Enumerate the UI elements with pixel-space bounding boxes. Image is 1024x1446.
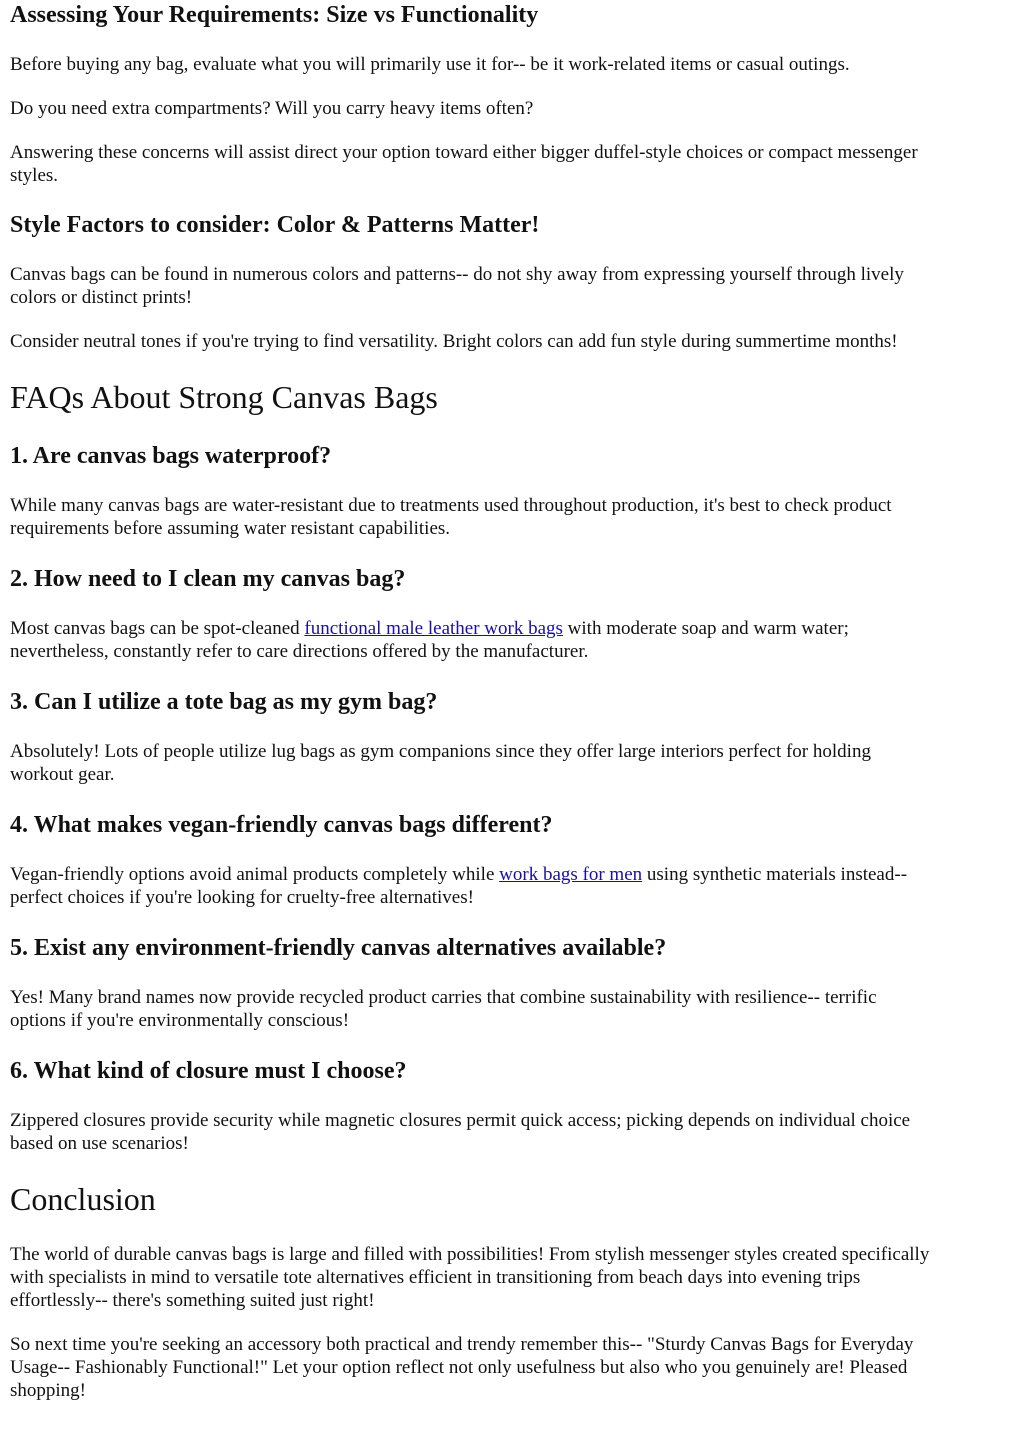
faq-question-6: 6. What kind of closure must I choose? [10, 1058, 407, 1084]
faq-question-2: 2. How need to I clean my canvas bag? [10, 566, 406, 592]
conclusion-heading: Conclusion [10, 1181, 156, 1217]
faq-answer-5-line: options if you're environmentally conscious! [10, 1010, 350, 1031]
faq-answer-4-line [10, 863, 907, 886]
paragraph: Do you need extra compartments? Will you carry heavy items often? [10, 98, 534, 119]
text-segment: Vegan-friendly options avoid animal products completely while [10, 864, 500, 885]
faq-answer-1-line: requirements before assuming water resistant capabilities. [10, 518, 451, 539]
faq-answer-6-line: Zippered closures provide security while magnetic closures permit quick access; picking depends on individual choice [10, 1110, 911, 1131]
conclusion-paragraph-line: Usage-- Fashionably Functional!" Let your option reflect not only usefulness but also who you genuinely are! Pleased [10, 1357, 908, 1378]
faq-answer-1-line: While many canvas bags are water-resistant due to treatments used throughout production, it's best to check product [10, 495, 892, 516]
faq-question-5: 5. Exist any environment-friendly canvas alternatives available? [10, 935, 667, 961]
paragraph: Consider neutral tones if you're trying to find versatility. Bright colors can add fun style during summertime months! [10, 331, 898, 352]
faq-answer-5-line: Yes! Many brand names now provide recycled product carries that combine sustainability with resilience-- terrific [10, 987, 877, 1008]
conclusion-paragraph-line: So next time you're seeking an accessory both practical and trendy remember this-- "Sturdy Canvas Bags for Everyday [10, 1334, 914, 1355]
section-heading-style-factors: Style Factors to consider: Color & Patterns Matter! [10, 212, 540, 238]
faq-answer-3-line: Absolutely! Lots of people utilize lug bags as gym companions since they offer large interiors perfect for holding [10, 741, 871, 762]
faq-answer-6-line: based on use scenarios! [10, 1133, 189, 1154]
faq-heading: FAQs About Strong Canvas Bags [10, 379, 438, 415]
conclusion-paragraph-line: effortlessly-- there's something suited just right! [10, 1290, 375, 1311]
text-segment: with moderate soap and warm water; [562, 618, 849, 639]
faq-answer-2-line [10, 617, 849, 640]
paragraph-line: colors or distinct prints! [10, 287, 193, 308]
conclusion-paragraph-line: with specialists in mind to versatile tote alternatives efficient in transitioning from beach days into evening trips [10, 1267, 861, 1288]
faq-answer-2-line: nevertheless, constantly refer to care directions offered by the manufacturer. [10, 641, 589, 662]
paragraph: Before buying any bag, evaluate what you will primarily use it for-- be it work-related items or casual outings. [10, 54, 850, 75]
faq-answer-3-line: workout gear. [10, 764, 115, 785]
link-functional-male-leather-work-bags[interactable]: functional male leather work bags [304, 618, 563, 639]
faq-answer-4-line: perfect choices if you're looking for cruelty-free alternatives! [10, 887, 474, 908]
text-segment: using synthetic materials instead-- [642, 864, 908, 885]
faq-question-3: 3. Can I utilize a tote bag as my gym bag? [10, 689, 438, 715]
conclusion-paragraph-line: shopping! [10, 1380, 86, 1401]
faq-question-1: 1. Are canvas bags waterproof? [10, 443, 332, 469]
paragraph-line: Canvas bags can be found in numerous colors and patterns-- do not shy away from expressing yourself through lively [10, 264, 904, 285]
paragraph-line: Answering these concerns will assist direct your option toward either bigger duffel-style choices or compact messenger [10, 142, 918, 163]
conclusion-paragraph-line: The world of durable canvas bags is large and filled with possibilities! From stylish messenger styles created specifically [10, 1244, 930, 1265]
paragraph-line: styles. [10, 165, 59, 186]
section-heading-requirements: Assessing Your Requirements: Size vs Functionality [10, 2, 539, 28]
link-work-bags-for-men[interactable]: work bags for men [499, 864, 643, 885]
faq-question-4: 4. What makes vegan-friendly canvas bags different? [10, 812, 553, 838]
text-segment: Most canvas bags can be spot-cleaned [10, 618, 305, 639]
